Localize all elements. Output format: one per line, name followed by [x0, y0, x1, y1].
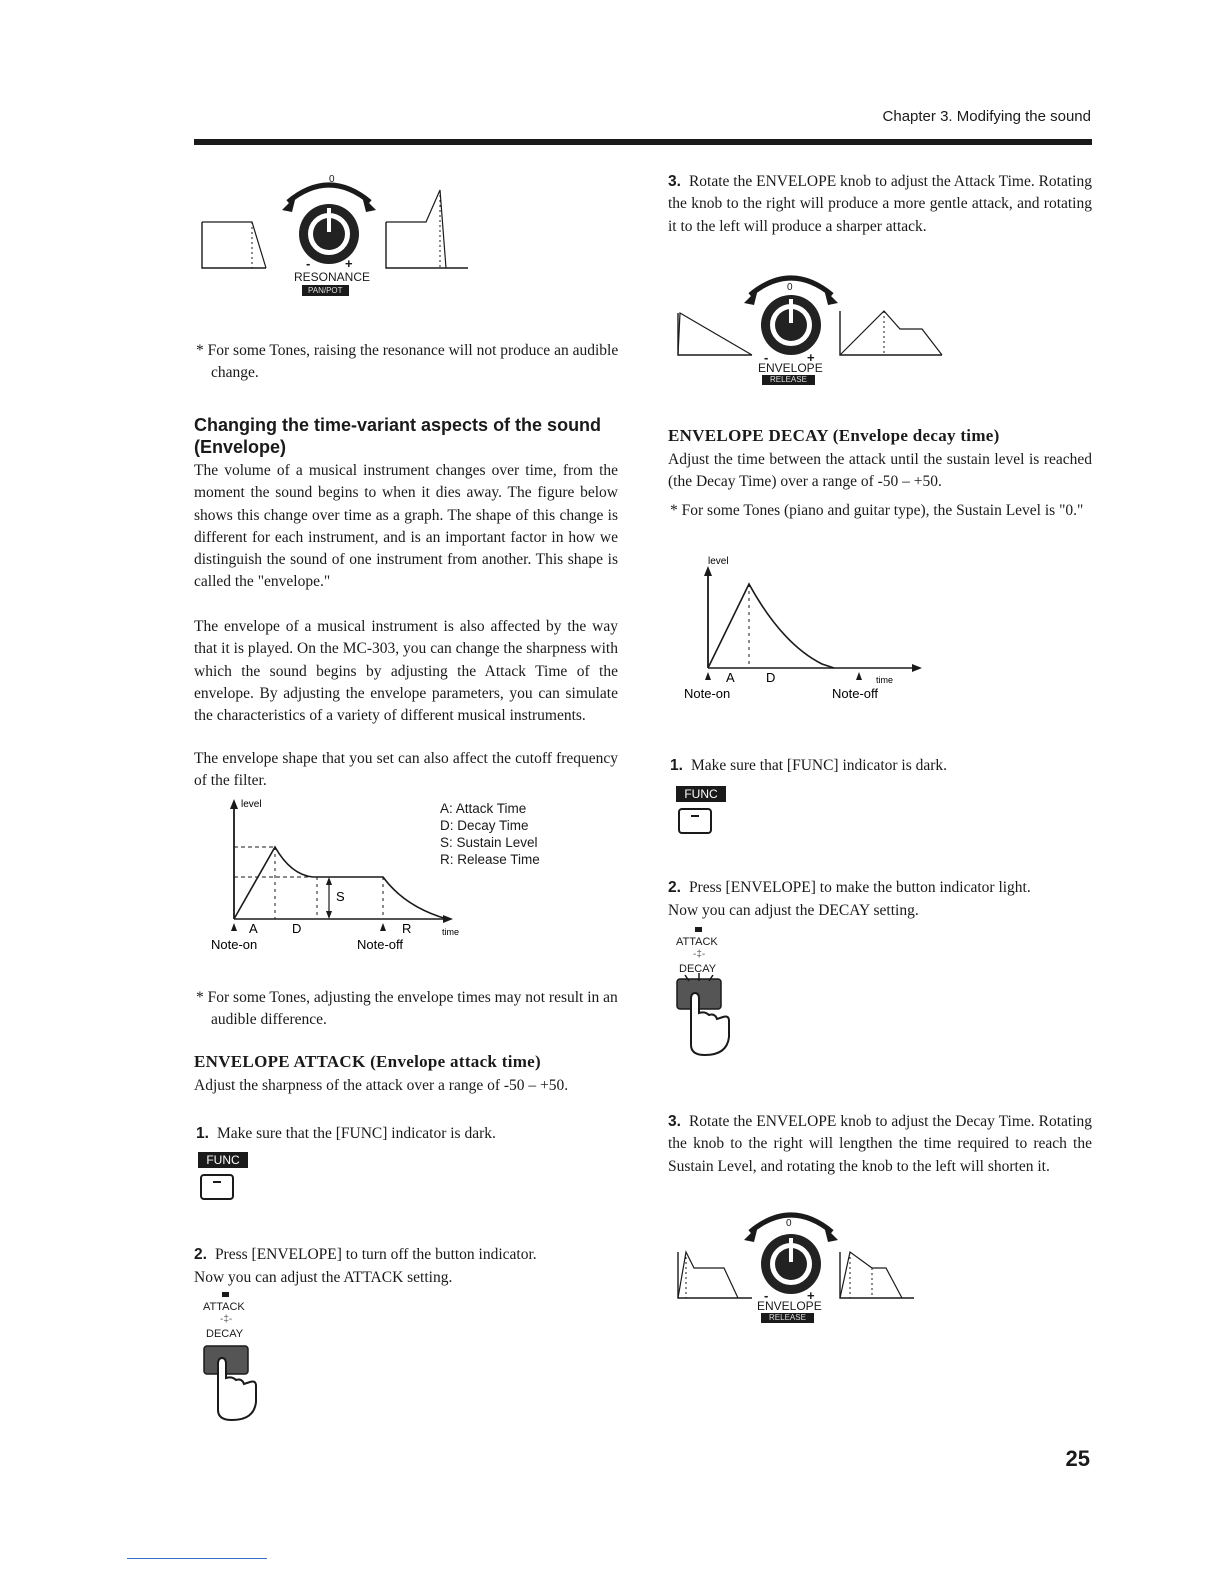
decay-sustain-note: * For some Tones (piano and guitar type), the Sustain Level is "0.": [670, 502, 1084, 519]
section-title-envelope: Changing the time-variant aspects of the sound (Envelope): [194, 415, 602, 457]
svg-text:-‡-: -‡-: [220, 1314, 233, 1325]
adsr-legend-decay: D: Decay Time: [440, 818, 529, 833]
knob1-minus-label: -: [764, 350, 769, 365]
bottom-link-line: [127, 1558, 267, 1559]
decay-level-label: level: [708, 556, 729, 567]
knob2-label: ENVELOPE: [757, 1299, 822, 1313]
decay-note-on-label: Note-on: [684, 686, 731, 701]
envelope-attack-title: ENVELOPE ATTACK (Envelope attack time): [194, 1052, 541, 1071]
right-step-3b-number: 3.: [668, 1113, 681, 1130]
knob1-zero-label: 0: [787, 282, 793, 293]
resonance-minus-label: -: [306, 256, 311, 271]
adsr-r-label: R: [402, 921, 412, 936]
envelope-decay-title: ENVELOPE DECAY (Envelope decay time): [668, 426, 1000, 445]
adsr-legend: [440, 800, 540, 868]
right-step-3-text: Rotate the ENVELOPE knob to adjust the Attack Time. Rotating the knob to the right will produce a more gentle attack, and rotating it to the left will produce a sharper attack.: [668, 173, 1092, 235]
decay-note-off-label: Note-off: [832, 686, 879, 701]
adsr-note-on-label: Note-on: [211, 937, 258, 952]
knob1-label: ENVELOPE: [758, 361, 823, 375]
left-func-indicator: [198, 1152, 248, 1200]
envelope-mc303-paragraph: The envelope of a musical instrument is also affected by the way that it is played. On the MC-303, you can change the sharpness with which the sound begins by adjusting the Attack Time of the envelope. By adjusting the envelope parameters, you can simulate the characteristics of a variety of different musical instruments.: [194, 618, 618, 725]
adsr-curve: [234, 847, 447, 919]
knob2-plus-label: +: [807, 1288, 815, 1303]
page-number: 25: [1065, 1446, 1090, 1471]
right-func-button[interactable]: [678, 808, 712, 834]
resonance-plus-label: +: [345, 256, 353, 271]
decay-curve: [708, 584, 834, 668]
adsr-d-label: D: [292, 921, 302, 936]
adsr-envelope-diagram: [205, 795, 475, 960]
chapter-title: Chapter 3. Modifying the sound: [882, 108, 1091, 125]
left-attack-btn-bottom-label: DECAY: [206, 1328, 244, 1340]
resonance-note: * For some Tones, raising the resonance will not produce an audible change.: [196, 342, 619, 382]
right-step-1-text: Make sure that [FUNC] indicator is dark.: [690, 757, 948, 774]
resonance-zero-label: 0: [329, 174, 335, 185]
left-step-2-text: Press [ENVELOPE] to turn off the button indicator.: [214, 1246, 537, 1263]
adsr-note-off-label: Note-off: [357, 937, 404, 952]
right-step-2-subtext: Now you can adjust the DECAY setting.: [668, 902, 919, 919]
right-step-2-text: Press [ENVELOPE] to make the button indicator light.: [688, 879, 1031, 896]
right-func-label: FUNC: [676, 786, 726, 802]
knob1-plus-label: +: [807, 350, 815, 365]
left-func-button[interactable]: [200, 1174, 234, 1200]
left-step-2-subtext: Now you can adjust the ATTACK setting.: [194, 1269, 453, 1286]
envelope-intro-paragraph: The volume of a musical instrument changes over time, from the moment the sound begins to when it dies away. The figure below shows this change over time as a graph. The shape of this change is different for each instrument, and is an important factor in how we distinguish the sound of one instrument from another. This shape is called the "envelope.": [194, 462, 618, 591]
left-envelope-button-press[interactable]: [198, 1290, 268, 1430]
right-decay-btn-top-label: ATTACK: [676, 936, 718, 948]
adsr-level-label: level: [241, 799, 262, 810]
adsr-legend-attack: A: Attack Time: [440, 801, 527, 816]
right-step-3-number: 3.: [668, 173, 681, 190]
resonance-knob-label: RESONANCE: [294, 270, 371, 284]
envelope-times-note: * For some Tones, adjusting the envelope times may not result in an audible difference.: [196, 989, 618, 1029]
resonance-knob-sublabel: PAN/POT: [302, 285, 349, 296]
right-func-indicator: [676, 786, 726, 834]
knob1-sublabel: RELEASE: [762, 375, 815, 385]
envelope-attack-desc: Adjust the sharpness of the attack over a range of -50 – +50.: [194, 1077, 569, 1094]
right-step-3-decay: [668, 1111, 1092, 1178]
adsr-legend-release: R: Release Time: [440, 852, 540, 867]
decay-d-label: D: [766, 670, 776, 685]
right-step-1-number: 1.: [670, 757, 683, 774]
left-step-1-number: 1.: [196, 1125, 209, 1142]
right-step-3b-text: Rotate the ENVELOPE knob to adjust the Decay Time. Rotating the knob to the right will lengthen the time required to reach the Sustain Level, and rotating the knob to the left will shorten it.: [668, 1113, 1092, 1175]
left-step-2-number: 2.: [194, 1246, 207, 1263]
adsr-time-label: time: [442, 927, 460, 937]
decay-envelope-diagram: [682, 552, 932, 712]
svg-text:-‡-: -‡-: [693, 949, 706, 960]
left-step-1-text: Make sure that the [FUNC] indicator is dark.: [216, 1125, 496, 1142]
left-func-label: FUNC: [198, 1152, 248, 1168]
decay-time-label: time: [876, 675, 894, 685]
envelope-decay-desc: Adjust the time between the attack until the sustain level is reached (the Decay Time) over a range of -50 – +50.: [668, 451, 1092, 491]
left-attack-btn-top-label: ATTACK: [203, 1301, 245, 1313]
knob2-minus-label: -: [764, 1288, 769, 1303]
envelope-filter-paragraph: The envelope shape that you set can also affect the cutoff frequency of the filter.: [194, 750, 618, 790]
right-step-2: [668, 877, 1092, 899]
right-envelope-button-press[interactable]: [671, 925, 741, 1065]
adsr-a-label: A: [249, 921, 258, 936]
right-step-2-number: 2.: [668, 879, 681, 896]
right-decay-btn-bottom-label: DECAY: [679, 963, 717, 975]
right-step-3-attack: [668, 171, 1092, 238]
knob2-zero-label: 0: [786, 1218, 792, 1229]
knob2-sublabel: RELEASE: [761, 1313, 814, 1323]
right-step-1: [670, 755, 1090, 777]
adsr-legend-sustain: S: Sustain Level: [440, 835, 538, 850]
adsr-s-label: S: [336, 889, 345, 904]
header-rule: [194, 139, 1092, 145]
decay-a-label: A: [726, 670, 735, 685]
left-step-2: [194, 1244, 614, 1266]
left-step-1: [196, 1123, 616, 1145]
